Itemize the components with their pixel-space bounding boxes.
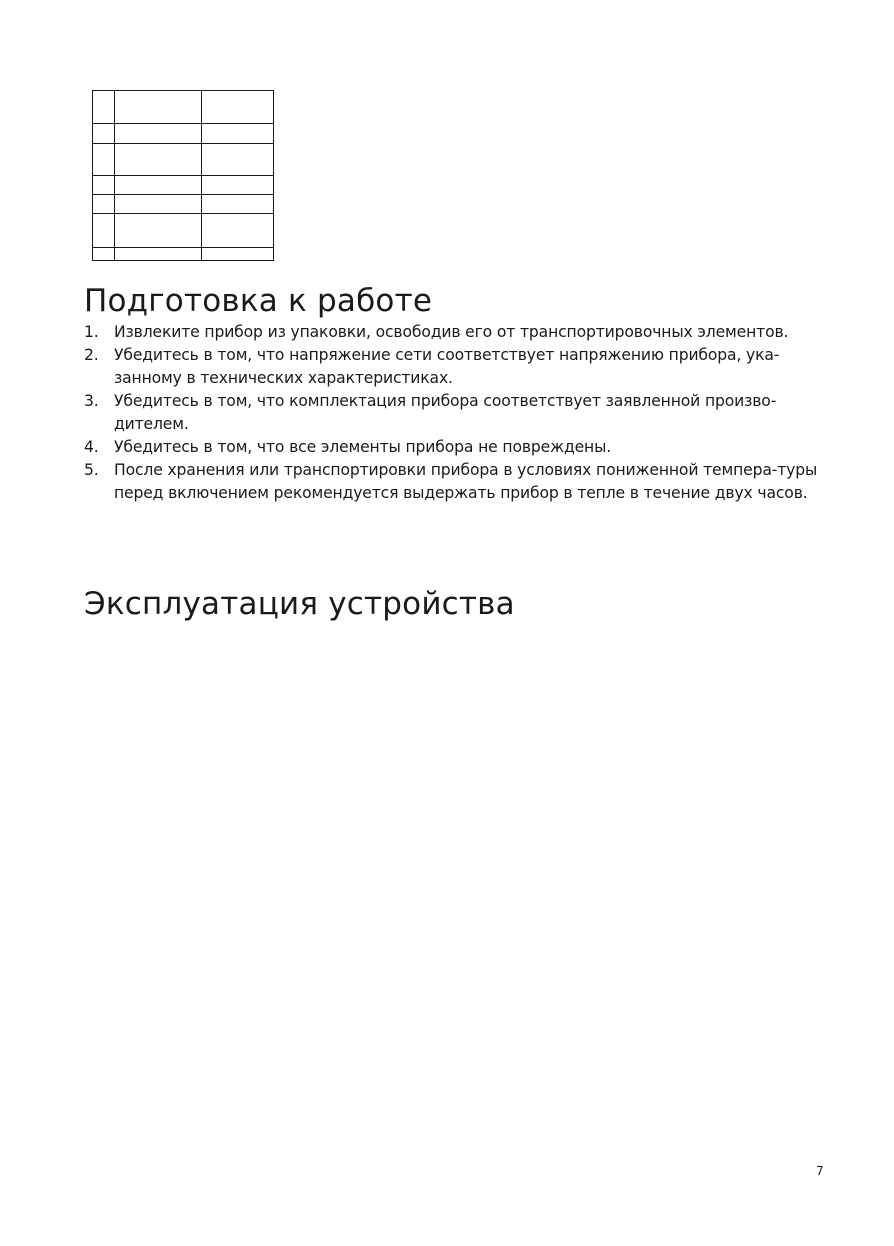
table-cell — [93, 248, 115, 261]
step-number: 2. — [84, 346, 99, 364]
table-cell — [202, 124, 274, 144]
section-title-operation: Эксплуатация устройства — [84, 586, 515, 622]
list-item — [84, 321, 824, 344]
table-cell — [115, 124, 202, 144]
step-text: Убедитесь в том, что все элементы прибора не повреждены. — [114, 438, 612, 456]
list-item — [84, 344, 824, 390]
table-cell — [93, 144, 115, 176]
table-cell — [202, 214, 274, 248]
step-number: 4. — [84, 438, 99, 456]
table-cell — [202, 144, 274, 176]
table-cell — [115, 214, 202, 248]
table-cell — [115, 195, 202, 214]
step-number: 5. — [84, 461, 99, 479]
section-title-preparation: Подготовка к работе — [84, 283, 433, 319]
list-item — [84, 390, 824, 436]
step-text: Убедитесь в том, что напряжение сети соответствует напряжению прибора, ука-занному в технических характеристиках. — [114, 346, 780, 387]
empty-table — [92, 90, 274, 261]
table-row — [93, 124, 274, 144]
step-number: 3. — [84, 392, 99, 410]
table-row — [93, 214, 274, 248]
page-number: 7 — [816, 1164, 824, 1178]
step-text: Убедитесь в том, что комплектация прибора соответствует заявленной произво-дителем. — [114, 392, 777, 433]
table-row — [93, 176, 274, 195]
table-cell — [115, 176, 202, 195]
step-text: Извлеките прибор из упаковки, освободив его от транспортировочных элементов. — [114, 323, 789, 341]
table-cell — [115, 91, 202, 124]
step-text: После хранения или транспортировки прибора в условиях пониженной темпера-туры перед включением рекомендуется выдержать прибор в тепле в течение двух часов. — [114, 461, 818, 502]
list-item — [84, 459, 824, 505]
table-row — [93, 144, 274, 176]
table-cell — [202, 176, 274, 195]
step-number: 1. — [84, 323, 99, 341]
table-cell — [93, 214, 115, 248]
table-cell — [202, 91, 274, 124]
table-cell — [93, 176, 115, 195]
table-cell — [93, 195, 115, 214]
table-cell — [202, 195, 274, 214]
list-item — [84, 436, 824, 459]
table-cell — [93, 124, 115, 144]
table-cell — [115, 248, 202, 261]
table-row — [93, 195, 274, 214]
table-cell — [115, 144, 202, 176]
table-cell — [202, 248, 274, 261]
table-row — [93, 91, 274, 124]
preparation-steps-list — [84, 321, 824, 505]
table-row — [93, 248, 274, 261]
table-cell — [93, 91, 115, 124]
